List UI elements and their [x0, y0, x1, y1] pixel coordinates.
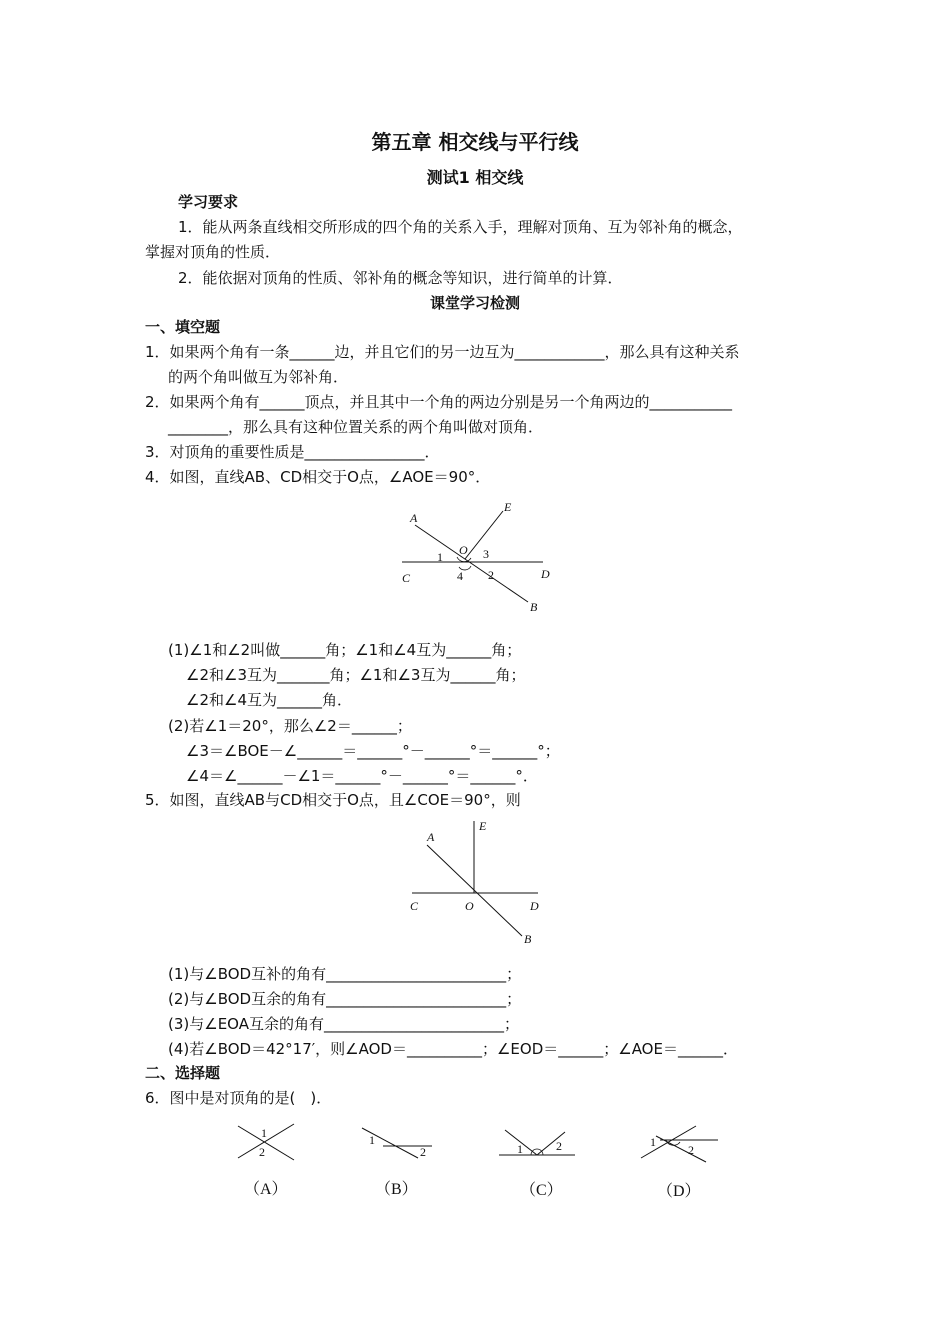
question-1-line2: 的两个角叫做互为邻补角． — [168, 368, 349, 386]
requirement-2: 2．能依据对顶角的性质、邻补角的概念等知识，进行简单的计算． — [178, 269, 623, 287]
question-5: 5．如图，直线AB与CD相交于O点，且∠COE＝90°，则 — [145, 791, 521, 809]
question-1-line1: 1．如果两个角有一条______边，并且它们的另一边互为____________，那么具有这种关系 — [145, 343, 740, 361]
point-e: E — [504, 500, 512, 514]
point-o: O — [465, 899, 474, 913]
requirement-1-line2: 掌握对顶角的性质． — [145, 243, 281, 261]
option-c-figure — [495, 1122, 580, 1167]
point-a: A — [427, 830, 435, 844]
option-b-figure — [358, 1122, 438, 1167]
angle-label-2: 2 — [488, 568, 494, 582]
line-ab — [415, 525, 528, 602]
point-b: B — [530, 600, 538, 614]
question-4-part2-b: ∠3＝∠BOE－∠______＝______°－______°＝______°； — [186, 742, 560, 760]
point-o: O — [459, 543, 468, 557]
chapter-title: 第五章 相交线与平行线 — [371, 130, 579, 154]
point-d: D — [541, 567, 550, 581]
q5-figure — [400, 815, 550, 950]
angle-label-1: 1 — [437, 550, 443, 564]
question-4: 4．如图，直线AB、CD相交于O点，∠AOE＝90°． — [145, 468, 491, 486]
option-d-figure — [638, 1122, 723, 1167]
question-3: 3．对顶角的重要性质是________________． — [145, 443, 440, 461]
question-5-part1: (1)与∠BOD互补的角有________________________； — [168, 965, 522, 983]
angle-label-2: 2 — [420, 1145, 426, 1159]
q4-figure — [395, 497, 560, 617]
angle-label-2: 2 — [556, 1139, 562, 1153]
angle-label-1: 1 — [517, 1142, 523, 1156]
question-5-part4: (4)若∠BOD＝42°17′，则∠AOD＝__________；∠EOD＝______；∠AOE＝______． — [168, 1040, 738, 1058]
question-5-part2: (2)与∠BOD互余的角有________________________； — [168, 990, 522, 1008]
option-b-label: （B） — [375, 1181, 418, 1198]
question-4-part2-c: ∠4＝∠______－∠1＝______°－______°＝______°． — [186, 767, 538, 785]
choice-heading: 二、选择题 — [145, 1064, 221, 1082]
option-a-label: （A） — [244, 1181, 288, 1198]
question-5-part3: (3)与∠EOA互余的角有________________________； — [168, 1015, 519, 1033]
fill-in-heading: 一、填空题 — [145, 318, 221, 336]
angle-label-1: 1 — [369, 1133, 375, 1147]
point-c: C — [410, 899, 419, 913]
angle-label-1: 1 — [650, 1135, 656, 1149]
angle-label-2: 2 — [688, 1143, 694, 1157]
option-c-label: （C） — [520, 1182, 563, 1199]
section-title: 课堂学习检测 — [429, 294, 520, 312]
question-4-part1-c: ∠2和∠4互为______角． — [186, 691, 352, 709]
angle-arc — [457, 557, 471, 562]
test-title: 测试1 相交线 — [426, 168, 524, 187]
requirements-heading: 学习要求 — [178, 193, 239, 211]
option-a-figure — [232, 1120, 302, 1165]
question-2-line1: 2．如果两个角有______顶点，并且其中一个角的两边分别是另一个角两边的___________ — [145, 393, 733, 411]
requirement-1-line1: 1．能从两条直线相交所形成的四个角的关系入手，理解对顶角、互为邻补角的概念， — [178, 218, 743, 236]
question-2-line2: ________，那么具有这种位置关系的两个角叫做对顶角． — [168, 418, 544, 436]
question-6: 6．图中是对顶角的是( )． — [145, 1089, 332, 1107]
point-c: C — [402, 571, 411, 585]
question-4-part2-a: (2)若∠1＝20°，那么∠2＝______； — [168, 717, 412, 735]
point-a: A — [410, 511, 418, 525]
angle-label-1: 1 — [261, 1126, 267, 1140]
question-4-part1-a: (1)∠1和∠2叫做______角；∠1和∠4互为______角； — [168, 641, 522, 659]
point-e: E — [479, 819, 487, 833]
point-d: D — [530, 899, 539, 913]
angle-label-4: 4 — [457, 569, 463, 583]
angle-label-2: 2 — [259, 1145, 265, 1159]
option-d-label: （D） — [657, 1183, 701, 1200]
point-b: B — [524, 932, 532, 946]
question-4-part1-b: ∠2和∠3互为_______角；∠1和∠3互为______角； — [186, 666, 526, 684]
angle-label-3: 3 — [483, 547, 489, 561]
